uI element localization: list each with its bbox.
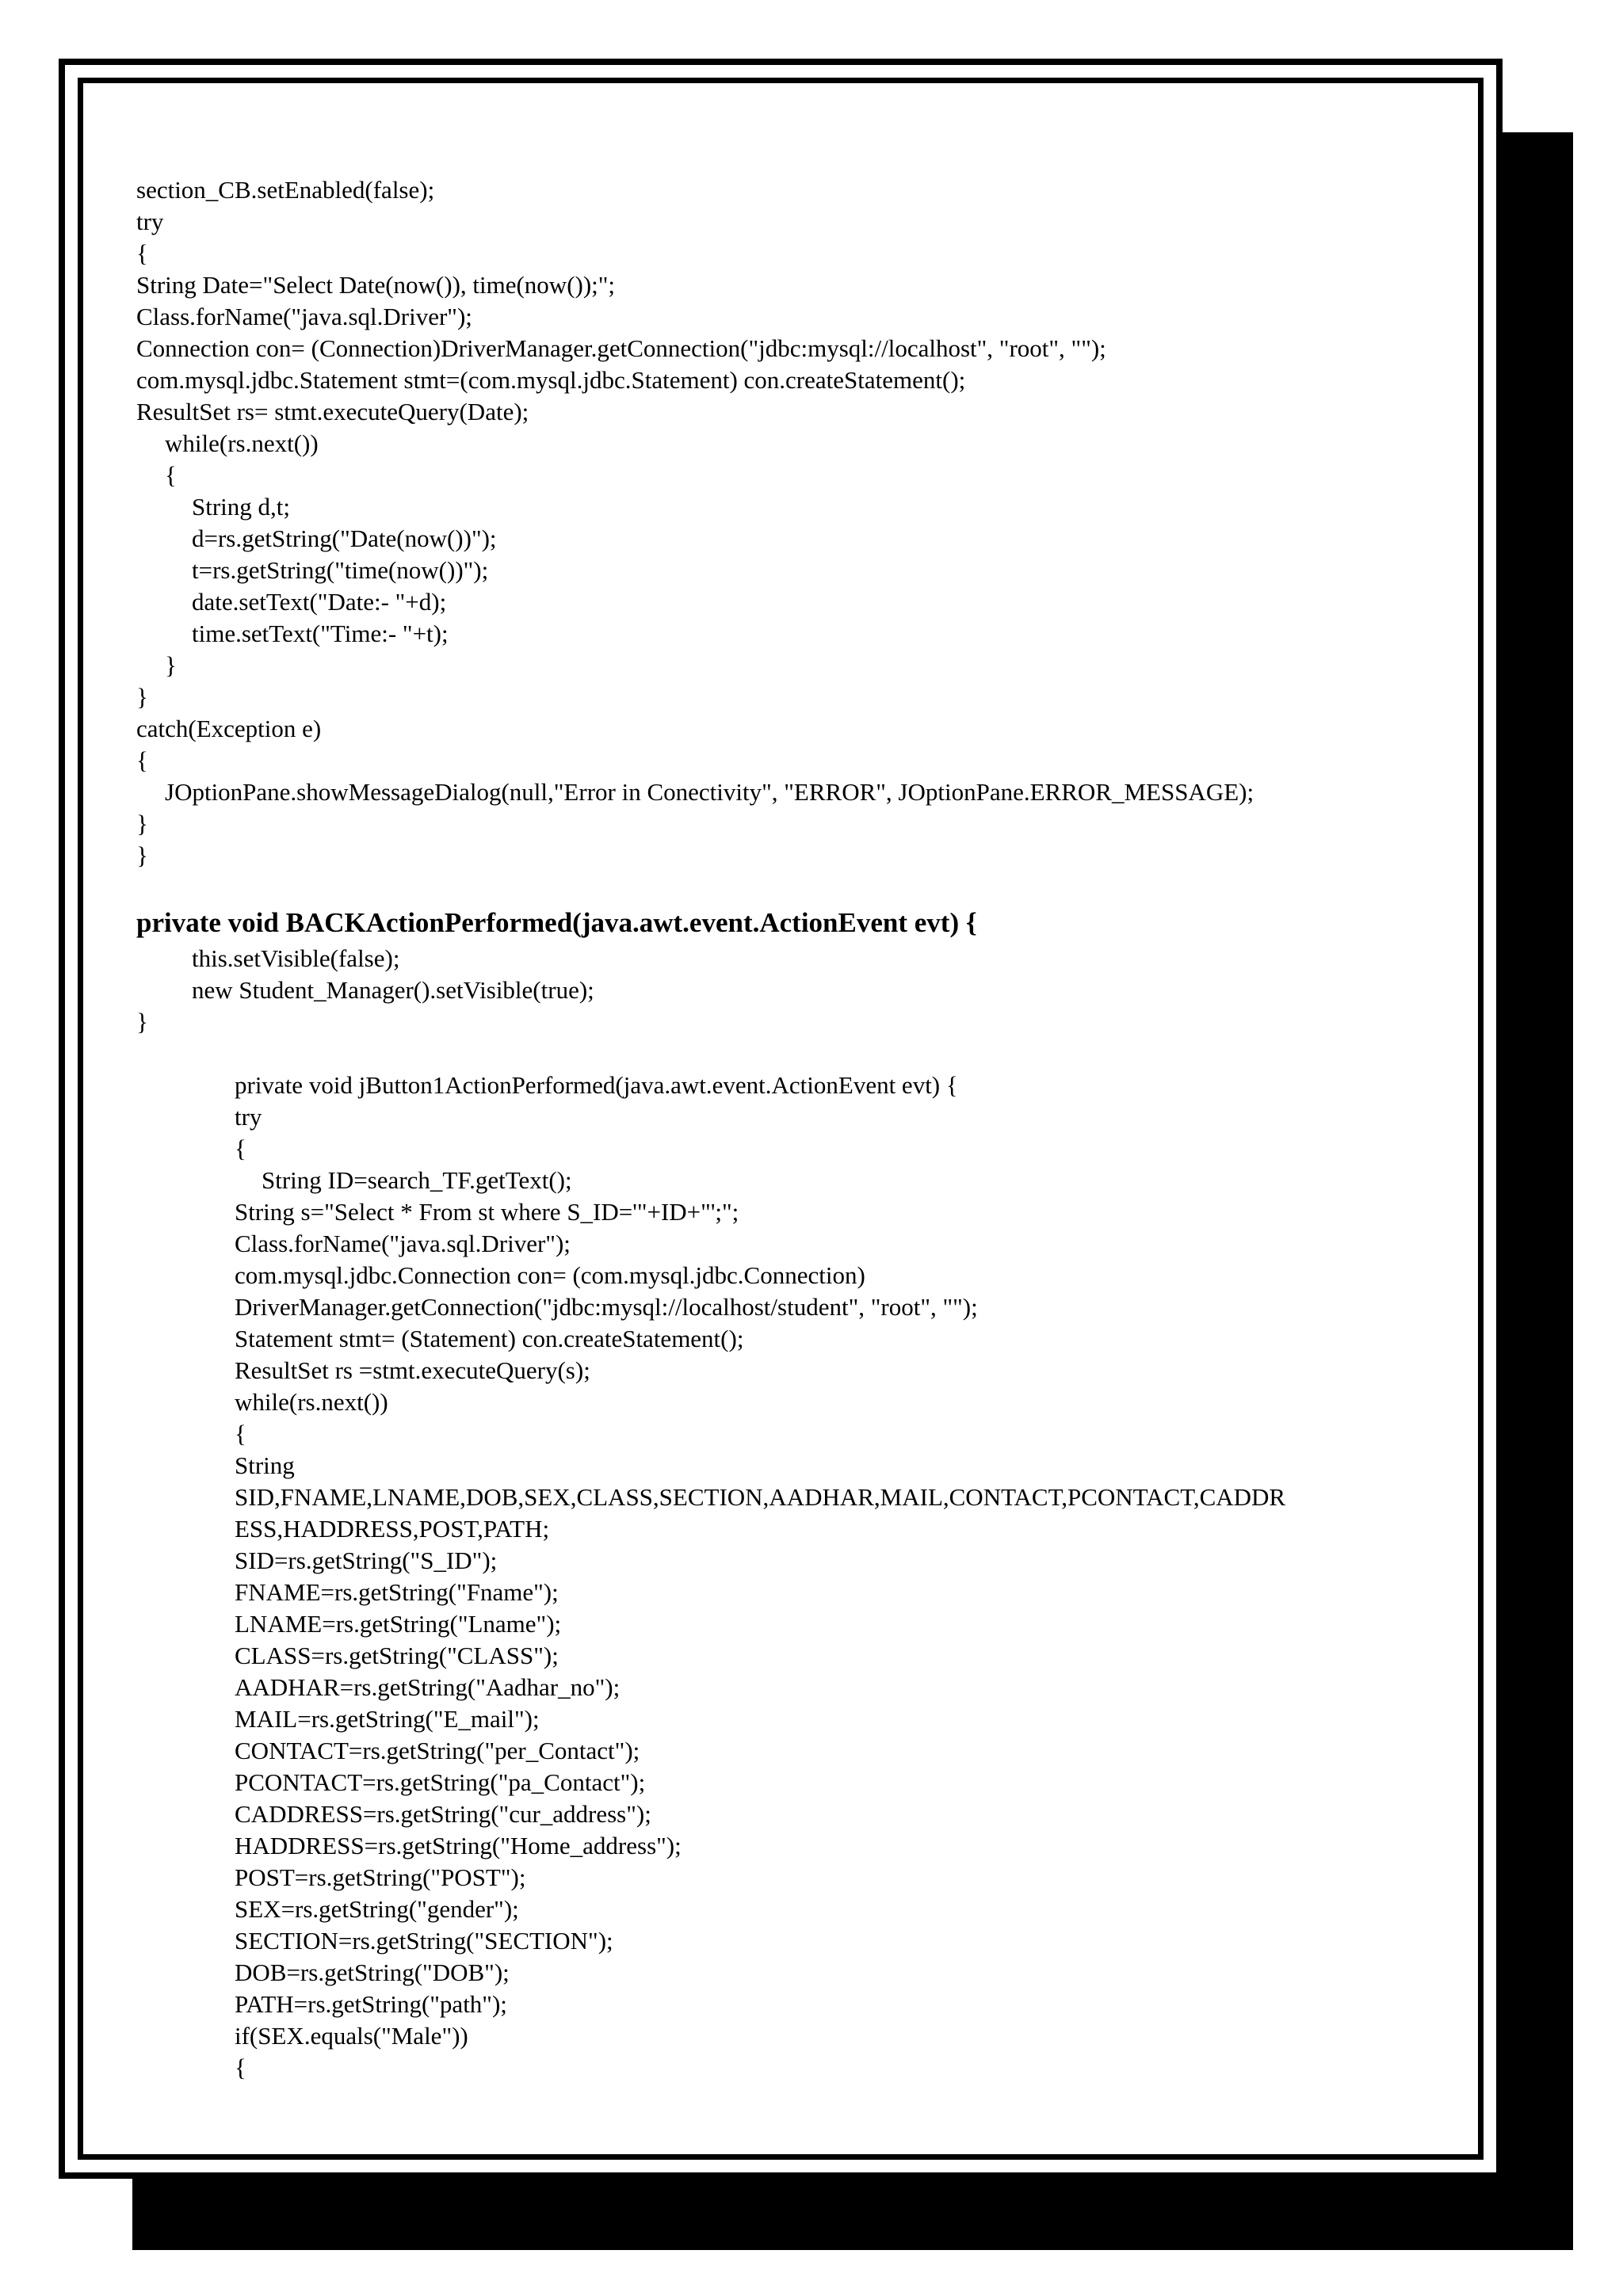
code-line: HADDRESS=rs.getString("Home_address");: [235, 1832, 682, 1859]
code-line: }: [136, 683, 148, 711]
code-line: LNAME=rs.getString("Lname");: [235, 1610, 562, 1638]
code-line: d=rs.getString("Date(now())");: [192, 524, 497, 552]
code-line: {: [235, 2054, 246, 2081]
code-line: Connection con= (Connection)DriverManager.getConnection("jdbc:mysql://localhost", "root", "");: [136, 334, 1106, 362]
code-line: this.setVisible(false);: [192, 944, 400, 972]
code-line: date.setText("Date:- "+d);: [192, 588, 447, 616]
code-line: CONTACT=rs.getString("per_Contact");: [235, 1737, 640, 1764]
code-line: time.setText("Time:- "+t);: [192, 620, 449, 647]
code-line: SEX=rs.getString("gender");: [235, 1895, 519, 1923]
code-line: if(SEX.equals("Male")): [235, 2022, 468, 2050]
code-line: Statement stmt= (Statement) con.createStatement();: [235, 1325, 744, 1352]
code-line: private void jButton1ActionPerformed(java.awt.event.ActionEvent evt) {: [235, 1071, 958, 1099]
code-line: JOptionPane.showMessageDialog(null,"Error in Conectivity", "ERROR", JOptionPane.ERROR_MESSAGE);: [165, 778, 1254, 806]
code-line: Class.forName("java.sql.Driver");: [235, 1230, 571, 1257]
code-line: String d,t;: [192, 493, 291, 521]
code-line: }: [136, 1008, 148, 1035]
code-line: String Date="Select Date(now()), time(now());";: [136, 271, 616, 299]
code-line: while(rs.next()): [165, 429, 319, 457]
code-line: t=rs.getString("time(now())");: [192, 556, 489, 584]
code-line: }: [165, 651, 177, 679]
code-line: ResultSet rs =stmt.executeQuery(s);: [235, 1356, 590, 1384]
code-line: SID=rs.getString("S_ID");: [235, 1547, 498, 1574]
code-line: ResultSet rs= stmt.executeQuery(Date);: [136, 398, 529, 425]
code-line: {: [235, 1420, 246, 1447]
code-line: section_CB.setEnabled(false);: [136, 176, 435, 204]
code-line: String s="Select * From st where S_ID='"+ID+"';";: [235, 1198, 739, 1226]
code-line: ESS,HADDRESS,POST,PATH;: [235, 1515, 550, 1543]
code-line: while(rs.next()): [235, 1388, 388, 1416]
code-line: MAIL=rs.getString("E_mail");: [235, 1705, 540, 1733]
code-line: AADHAR=rs.getString("Aadhar_no");: [235, 1673, 621, 1701]
code-line: try: [235, 1103, 262, 1131]
code-line: }: [136, 841, 148, 869]
code-line: FNAME=rs.getString("Fname");: [235, 1578, 559, 1606]
code-line: POST=rs.getString("POST");: [235, 1863, 526, 1891]
code-line: catch(Exception e): [136, 715, 322, 742]
code-line: DOB=rs.getString("DOB");: [235, 1958, 510, 1986]
code-line: {: [136, 746, 148, 774]
code-line: PCONTACT=rs.getString("pa_Contact");: [235, 1768, 646, 1796]
code-line: CADDRESS=rs.getString("cur_address");: [235, 1800, 651, 1828]
method-signature: private void BACKActionPerformed(java.awt.event.ActionEvent evt) {: [136, 907, 977, 938]
code-line: SECTION=rs.getString("SECTION");: [235, 1927, 613, 1955]
code-line: CLASS=rs.getString("CLASS");: [235, 1642, 559, 1669]
code-line: String ID=search_TF.getText();: [262, 1166, 572, 1194]
code-line: }: [136, 810, 148, 837]
code-line: {: [136, 239, 148, 267]
code-line: Class.forName("java.sql.Driver");: [136, 303, 472, 330]
code-line: PATH=rs.getString("path");: [235, 1990, 507, 2018]
code-line: SID,FNAME,LNAME,DOB,SEX,CLASS,SECTION,AADHAR,MAIL,CONTACT,PCONTACT,CADDR: [235, 1483, 1286, 1511]
code-line: DriverManager.getConnection("jdbc:mysql://localhost/student", "root", "");: [235, 1293, 978, 1321]
code-line: try: [136, 208, 164, 235]
code-line: com.mysql.jdbc.Statement stmt=(com.mysql.jdbc.Statement) con.createStatement();: [136, 366, 966, 394]
code-line: com.mysql.jdbc.Connection con= (com.mysql.jdbc.Connection): [235, 1261, 865, 1289]
code-line: {: [165, 461, 177, 489]
code-line: new Student_Manager().setVisible(true);: [192, 976, 594, 1004]
code-line: {: [235, 1135, 246, 1162]
code-line: String: [235, 1451, 295, 1479]
